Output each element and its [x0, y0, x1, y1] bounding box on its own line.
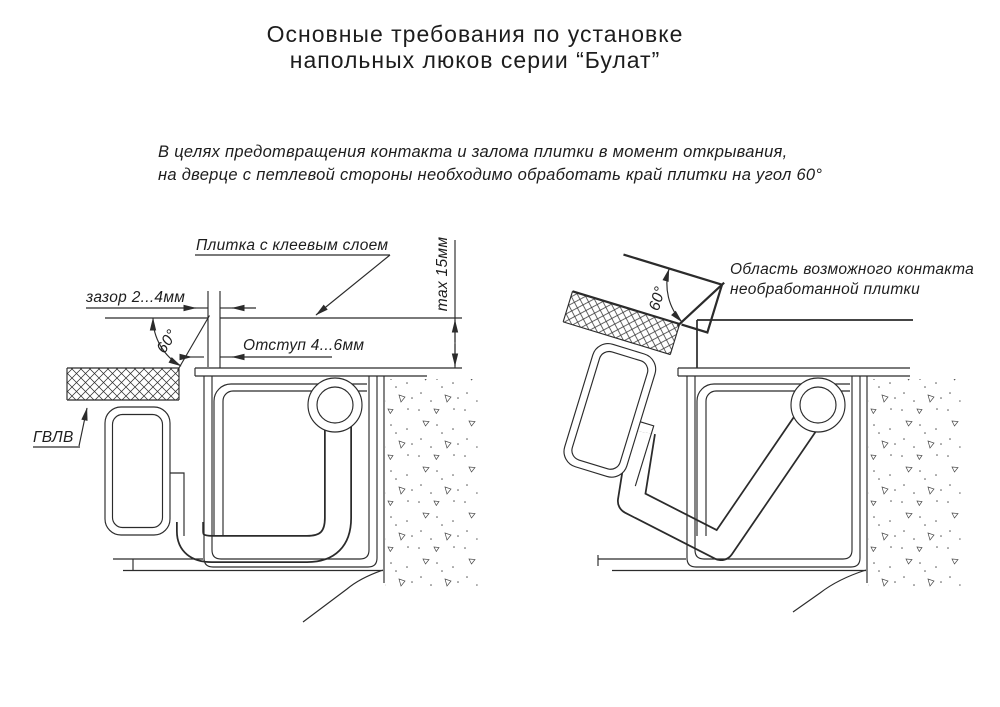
thickness-dimension-label: max 15мм: [434, 236, 451, 312]
right-annotations: [646, 261, 974, 322]
offset-dimension-label: Отступ 4...6мм: [243, 337, 365, 354]
page-title-line2: напольных люков серии “Булат”: [289, 47, 661, 73]
break-line-left: [303, 570, 383, 622]
page-title-line1: Основные требования по установке: [266, 21, 684, 47]
angle-label-left: 60°: [153, 326, 181, 357]
break-line-right: [793, 570, 866, 612]
contact-area-label-line1: Область возможного контакта: [730, 261, 975, 278]
note-line2: на дверце с петлевой стороны необходимо обработать край плитки на угол 60°: [158, 166, 823, 184]
left-view-closed-hatch: [33, 237, 478, 622]
right-view-open-hatch: [523, 241, 974, 612]
gap-dimension-label: зазор 2...4мм: [86, 289, 186, 306]
gvlv-label: ГВЛВ: [33, 429, 74, 446]
contact-area-label-line2: необработанной плитки: [730, 281, 921, 298]
floor-lines-right: [598, 555, 866, 612]
hinge-arm-open: [631, 405, 818, 547]
tile-callout-label: Плитка с клеевым слоем: [196, 237, 389, 254]
floor-lines-left: [113, 559, 383, 622]
angle-label-right: 60°: [646, 284, 670, 313]
frame-tile-right: [697, 320, 913, 368]
note-line1: В целях предотвращения контакта и залома плитки в момент открывания,: [158, 143, 788, 161]
